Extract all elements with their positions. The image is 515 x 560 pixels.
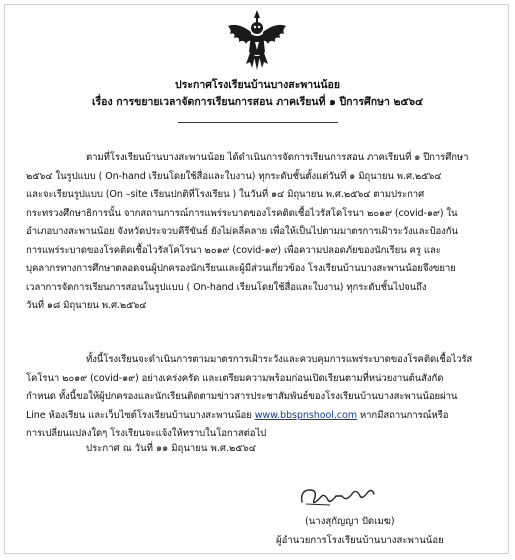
paragraph-line: เวลาการจัดการเรียนการสอนในรูปแบบ ( On-hand เรียนโดยใช้สื่อและใบงาน) ทุกระดับชั้นไปจนถึง xyxy=(26,281,427,293)
title-divider xyxy=(178,122,338,123)
paragraph-line: ทั้งนี้โรงเรียนจะดำเนินการตามมาตรการเฝ้าระวังและควบคุมการแพร่ระบาดของโรคติดเชื้อไวรัส xyxy=(86,354,473,365)
signer-position: ผู้อำนวยการโรงเรียนบ้านบางสะพานน้อย xyxy=(276,535,444,546)
paragraph-line: การเปลี่ยนแปลงใดๆ โรงเรียนจะแจ้งให้ทราบในโอกาสต่อไป xyxy=(26,428,267,439)
handwritten-signature-icon xyxy=(296,482,380,510)
paragraph-1 xyxy=(26,149,490,316)
paragraph-line: โคโรนา ๒๐๑๙ (covid-๑๙) อย่างเคร่งครัด และเตรียมความพร้อมก่อนเปิดเรียนตามที่หน่วยงานต้นสังกัด xyxy=(26,372,444,384)
paragraph-line: กำหนด ทั้งนี้ขอให้ผู้ปกครองและนักเรียนติดตามข่าวสารประชาสัมพันธ์ของโรงเรียนบ้านบางสะพานน้อยผ่าน xyxy=(26,391,458,402)
paragraph-line: ๒๕๖๔ ในรูปแบบ ( On-hand เรียนโดยใช้สื่อและใบงาน) ทุกระดับชั้นตั้งแต่วันที่ ๑ มิถุนายน พ.ศ.๒๕๖๔ xyxy=(26,170,442,182)
document-title: ประกาศโรงเรียนบ้านบางสะพานน้อย xyxy=(175,79,340,91)
paragraph-line: วันที่ ๑๘ มิถุนายน พ.ศ.๒๕๖๔ xyxy=(26,300,147,311)
paragraph-2 xyxy=(26,351,490,444)
signer-name: (นางสุกัญญา ปัดเมฆ) xyxy=(305,516,395,527)
paragraph-line: และจะเรียนรูปแบบ (On –site เรียนปกติที่โรงเรียน ) ในวันที่ ๑๔ มิถุนายน พ.ศ.๒๕๖๔ ตามประกาศ xyxy=(26,189,425,200)
paragraph-line: บุคลากรทางการศึกษาตลอดจนผู้ปกครองนักเรียนและผู้มีส่วนเกี่ยวข้อง โรงเรียนบ้านบางสะพานน้อยจึงขยาย xyxy=(26,263,456,274)
paragraph-line: ตามที่โรงเรียนบ้านบางสะพานน้อย ได้ดำเนินการจัดการเรียนการสอน ภาคเรียนที่ ๑ ปีการศึกษา xyxy=(86,152,469,163)
paragraph-line: อำเภอบางสะพานน้อย จังหวัดประจวบคีรีขันธ์ ยังไม่คลี่คลาย เพื่อให้เป็นไปตามมาตรการเฝ้าระวังและป้องกัน xyxy=(26,226,458,237)
garuda-emblem-icon xyxy=(224,8,290,72)
paragraph-line: การแพร่ระบาดของโรคติดเชื้อไวรัสโคโรนา ๒๐๑๙ (covid-๑๙) เพื่อความปลอดภัยของนักเรียน ครู และ xyxy=(26,244,441,256)
announcement-date: ประกาศ ณ วันที่ ๑๑ มิถุนายน พ.ศ.๒๕๖๔ xyxy=(86,443,256,454)
line-text: หากมีสถานการณ์หรือ xyxy=(356,409,449,421)
line-text: Line ห้องเรียน และเว็บไซต์โรงเรียนบ้านบางสะพานน้อย xyxy=(26,409,255,421)
document-subject: เรื่อง การขยายเวลาจัดการเรียนการสอน ภาคเรียนที่ ๑ ปีการศึกษา ๒๕๖๔ xyxy=(91,96,424,108)
website-link[interactable]: www.bbspnshool.com xyxy=(254,409,357,421)
paragraph-line: กระทรวงศึกษาธิการนั้น จากสถานการณ์การแพร่ระบาดของโรคติดเชื้อไวรัสโคโรนา ๒๐๑๙ (covid-๑๙) ใน xyxy=(26,207,458,219)
paragraph-line xyxy=(26,407,490,426)
